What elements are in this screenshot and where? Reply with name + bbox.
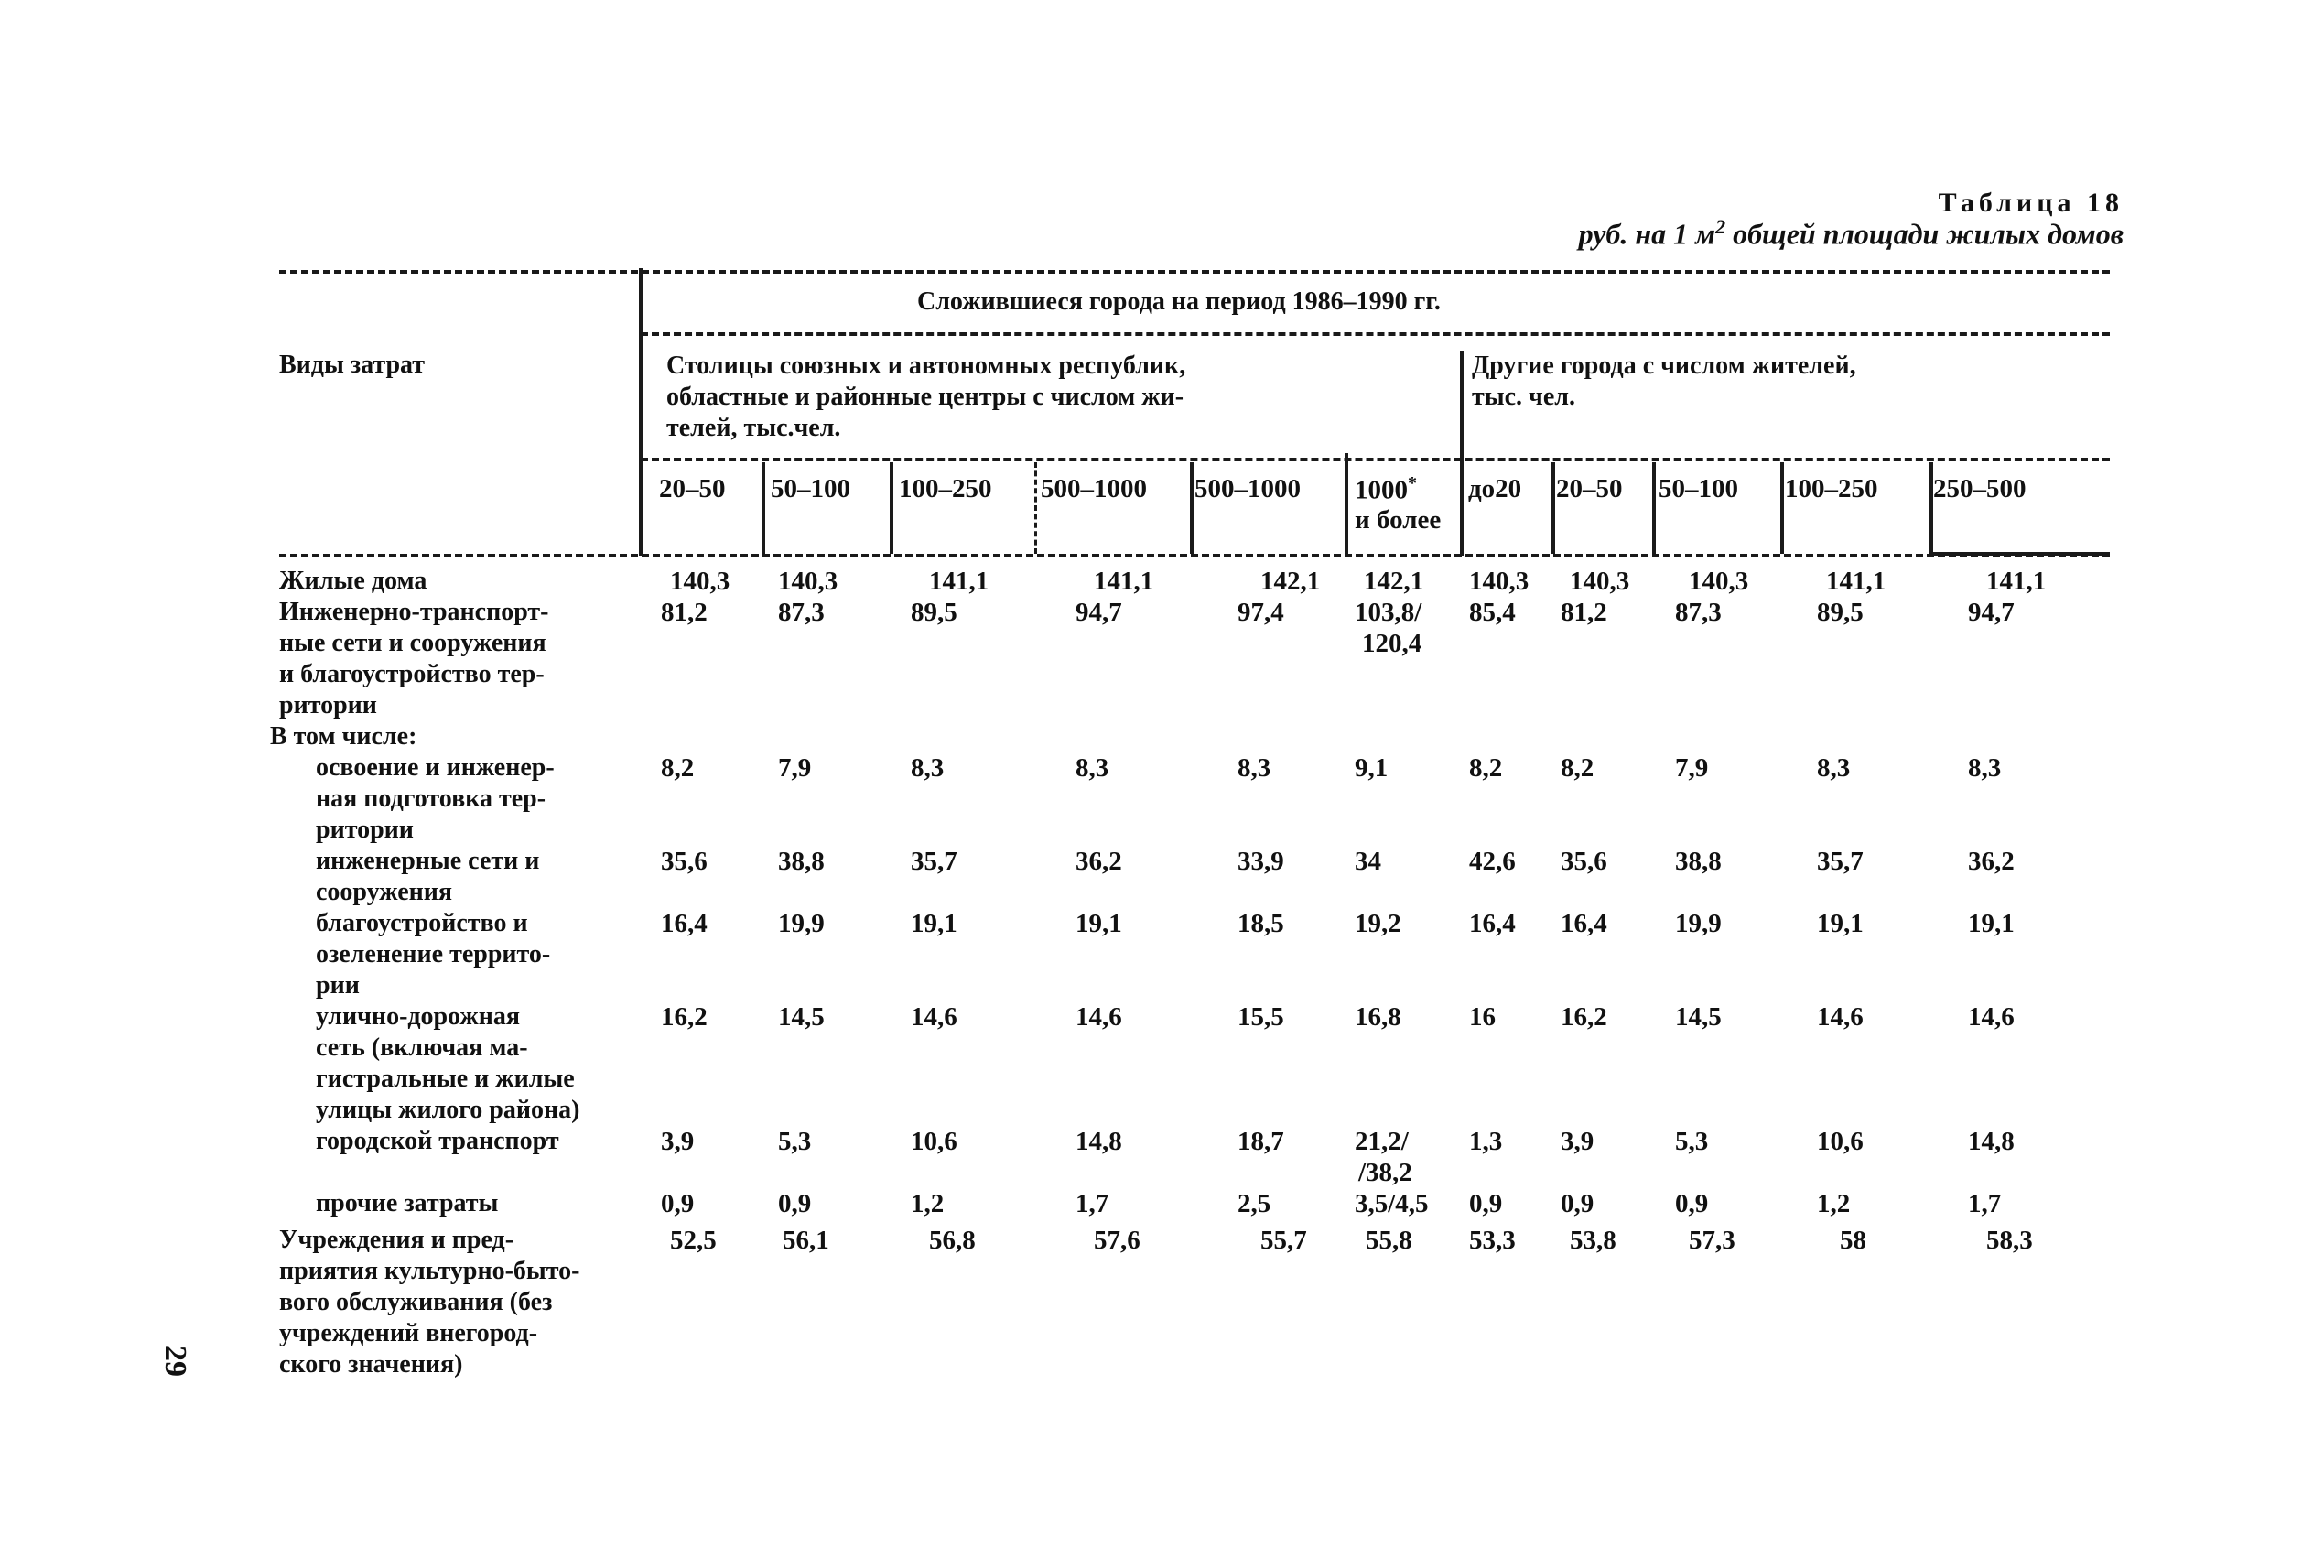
table-cell: 1,2 xyxy=(911,1189,945,1218)
kinds-header: Виды затрат xyxy=(279,351,426,379)
table-cell: 87,3 xyxy=(778,598,825,627)
table-cell: 14,5 xyxy=(1675,1002,1722,1032)
row-label: гистральные и жилые xyxy=(316,1065,575,1093)
table-cell: 140,3 xyxy=(670,567,730,596)
group1-line: телей, тыс.чел. xyxy=(666,414,841,442)
table-cell: 36,2 xyxy=(1968,847,2015,876)
table-cell: 58 xyxy=(1840,1226,1866,1255)
table-cell: 34 xyxy=(1355,847,1381,876)
row-label: и благоустройство тер- xyxy=(279,660,545,688)
row-label: сеть (включая ма- xyxy=(316,1033,528,1062)
units-caption xyxy=(1428,215,2124,252)
column-header: 20–50 xyxy=(659,474,726,503)
row-label: В том числе: xyxy=(270,722,417,751)
table-cell: 14,6 xyxy=(1076,1002,1122,1032)
column-header: 250–500 xyxy=(1933,474,2027,503)
table-cell: 58,3 xyxy=(1986,1226,2033,1255)
table-cell: 19,9 xyxy=(1675,909,1722,938)
group1-line: областные и районные центры с числом жи- xyxy=(666,383,1184,411)
groups-rule xyxy=(641,458,2110,461)
row-label: инженерные сети и xyxy=(316,847,540,875)
units-suffix: общей площади жилых домов xyxy=(1725,217,2124,251)
table-cell: 57,3 xyxy=(1689,1226,1735,1255)
table-cell: 16,4 xyxy=(1561,909,1607,938)
col-sep xyxy=(1190,462,1194,554)
table-cell: 38,8 xyxy=(1675,847,1722,876)
table-cell: 140,3 xyxy=(1570,567,1630,596)
table-cell: 140,3 xyxy=(778,567,838,596)
table-cell: 56,1 xyxy=(783,1226,829,1255)
table-cell: 21,2/ xyxy=(1355,1127,1409,1156)
table-cell-continuation: /38,2 xyxy=(1358,1158,1412,1187)
col-sep xyxy=(762,462,765,554)
row-label: улицы жилого района) xyxy=(316,1096,580,1124)
table-cell: 141,1 xyxy=(1094,567,1154,596)
row-label: ритории xyxy=(279,691,377,719)
table-cell: 0,9 xyxy=(1675,1189,1709,1218)
table-cell: 18,5 xyxy=(1238,909,1284,938)
row-label: улично-дорожная xyxy=(316,1002,521,1031)
table-cell: 35,6 xyxy=(1561,847,1607,876)
table-cell: 55,7 xyxy=(1260,1226,1307,1255)
table-cell: 35,7 xyxy=(1817,847,1864,876)
row-label: сооружения xyxy=(316,878,453,906)
table-cell: 16,4 xyxy=(1469,909,1516,938)
period-header: Сложившиеся города на период 1986–1990 гг. xyxy=(917,287,1441,316)
table-cell: 7,9 xyxy=(1675,753,1709,783)
row-label: приятия культурно-быто- xyxy=(279,1257,580,1285)
table-cell: 1,7 xyxy=(1076,1189,1109,1218)
table-cell: 14,6 xyxy=(1817,1002,1864,1032)
table-cell: 2,5 xyxy=(1238,1189,1271,1218)
table-cell: 42,6 xyxy=(1469,847,1516,876)
table-cell: 35,6 xyxy=(661,847,708,876)
header-bottom-rule xyxy=(279,554,2110,557)
table-cell: 53,3 xyxy=(1469,1226,1516,1255)
row-label: освоение и инженер- xyxy=(316,753,555,782)
column-header: 500–1000 xyxy=(1194,474,1301,503)
table-cell: 53,8 xyxy=(1570,1226,1616,1255)
table-cell: 103,8/ xyxy=(1355,598,1422,627)
column-header: до20 xyxy=(1468,474,1522,503)
table-cell: 89,5 xyxy=(1817,598,1864,627)
col-sep xyxy=(1780,462,1784,554)
groups-divider xyxy=(1460,351,1464,556)
column-header: 20–50 xyxy=(1556,474,1623,503)
table-title: Таблица 18 xyxy=(1938,188,2124,218)
row-label: учреждений внегород- xyxy=(279,1319,538,1347)
header-bottom-solid xyxy=(1931,552,2110,556)
column-header: 100–250 xyxy=(1785,474,1878,503)
table-cell: 97,4 xyxy=(1238,598,1284,627)
table-cell: 16 xyxy=(1469,1002,1496,1032)
table-cell: 16,8 xyxy=(1355,1002,1401,1032)
group2-line: Другие города с числом жителей, xyxy=(1472,351,1856,380)
table-cell: 94,7 xyxy=(1968,598,2015,627)
table-cell: 10,6 xyxy=(911,1127,957,1156)
table-cell: 35,7 xyxy=(911,847,957,876)
column-header: 50–100 xyxy=(1659,474,1738,503)
table-cell: 8,2 xyxy=(661,753,695,783)
period-rule xyxy=(641,332,2110,336)
table-cell: 94,7 xyxy=(1076,598,1122,627)
row-label: ского значения) xyxy=(279,1350,463,1379)
table-cell: 16,2 xyxy=(661,1002,708,1032)
row-label: благоустройство и xyxy=(316,909,528,937)
table-cell: 56,8 xyxy=(929,1226,976,1255)
group1-line: Столицы союзных и автономных республик, xyxy=(666,351,1186,380)
col6-star: * xyxy=(1408,473,1417,493)
column-header xyxy=(1355,469,1441,535)
table-cell: 3,9 xyxy=(1561,1127,1594,1156)
col-sep xyxy=(1551,462,1555,554)
table-cell: 9,1 xyxy=(1355,753,1389,783)
row-label: озеленение террито- xyxy=(316,940,551,968)
table-cell: 36,2 xyxy=(1076,847,1122,876)
row-label: рии xyxy=(316,971,360,1000)
table-cell: 7,9 xyxy=(778,753,812,783)
table-cell: 8,3 xyxy=(1817,753,1851,783)
table-cell: 19,2 xyxy=(1355,909,1401,938)
table-cell: 14,8 xyxy=(1968,1127,2015,1156)
table-cell: 8,2 xyxy=(1469,753,1503,783)
table-cell-continuation: 120,4 xyxy=(1362,629,1422,658)
column-header: 500–1000 xyxy=(1041,474,1147,503)
table-cell: 1,3 xyxy=(1469,1127,1503,1156)
table-cell: 18,7 xyxy=(1238,1127,1284,1156)
page-number: 29 xyxy=(158,1346,192,1377)
table-cell: 1,7 xyxy=(1968,1189,2002,1218)
table-cell: 89,5 xyxy=(911,598,957,627)
table-cell: 8,3 xyxy=(1076,753,1109,783)
column-header: 100–250 xyxy=(899,474,992,503)
table-cell: 8,3 xyxy=(1238,753,1271,783)
kinds-divider xyxy=(639,268,643,556)
col-sep xyxy=(1652,462,1656,554)
table-cell: 141,1 xyxy=(1826,567,1886,596)
row-label: ная подготовка тер- xyxy=(316,784,546,813)
units-prefix: руб. на 1 м xyxy=(1578,217,1716,251)
table-cell: 19,1 xyxy=(1968,909,2015,938)
row-label: городской транспорт xyxy=(316,1127,559,1155)
column-header: 50–100 xyxy=(771,474,850,503)
row-label: прочие затраты xyxy=(316,1189,499,1217)
table-cell: 5,3 xyxy=(778,1127,812,1156)
table-cell: 0,9 xyxy=(661,1189,695,1218)
table-cell: 14,6 xyxy=(911,1002,957,1032)
row-label: вого обслуживания (без xyxy=(279,1288,553,1316)
table-cell: 140,3 xyxy=(1469,567,1530,596)
table-cell: 10,6 xyxy=(1817,1127,1864,1156)
table-cell: 142,1 xyxy=(1260,567,1321,596)
group2-line: тыс. чел. xyxy=(1472,383,1575,411)
table-cell: 14,6 xyxy=(1968,1002,2015,1032)
table-cell: 8,2 xyxy=(1561,753,1594,783)
table-cell: 3,5/4,5 xyxy=(1355,1189,1429,1218)
table-cell: 142,1 xyxy=(1364,567,1424,596)
table-cell: 0,9 xyxy=(778,1189,812,1218)
table-cell: 57,6 xyxy=(1094,1226,1140,1255)
table-cell: 38,8 xyxy=(778,847,825,876)
table-cell: 87,3 xyxy=(1675,598,1722,627)
col6-more: и более xyxy=(1355,504,1442,535)
table-cell: 81,2 xyxy=(1561,598,1607,627)
table-top-rule xyxy=(279,270,2110,274)
row-label: Жилые дома xyxy=(279,567,427,595)
table-cell: 15,5 xyxy=(1238,1002,1284,1032)
table-cell: 33,9 xyxy=(1238,847,1284,876)
table-cell: 141,1 xyxy=(1986,567,2047,596)
row-label: ные сети и сооружения xyxy=(279,629,546,657)
table-cell: 55,8 xyxy=(1366,1226,1412,1255)
table-cell: 0,9 xyxy=(1561,1189,1594,1218)
table-cell: 0,9 xyxy=(1469,1189,1503,1218)
table-cell: 1,2 xyxy=(1817,1189,1851,1218)
table-cell: 14,5 xyxy=(778,1002,825,1032)
table-cell: 19,1 xyxy=(1076,909,1122,938)
table-cell: 140,3 xyxy=(1689,567,1749,596)
table-cell: 8,3 xyxy=(911,753,945,783)
row-label: Инженерно-транспорт- xyxy=(279,598,549,626)
table-cell: 19,9 xyxy=(778,909,825,938)
table-cell: 19,1 xyxy=(1817,909,1864,938)
units-superscript: 2 xyxy=(1715,215,1726,238)
col-sep xyxy=(1034,462,1037,554)
table-cell: 16,4 xyxy=(661,909,708,938)
table-cell: 141,1 xyxy=(929,567,989,596)
table-cell: 5,3 xyxy=(1675,1127,1709,1156)
row-label: ритории xyxy=(316,816,414,844)
col-sep xyxy=(890,462,893,554)
table-cell: 52,5 xyxy=(670,1226,717,1255)
table-cell: 85,4 xyxy=(1469,598,1516,627)
table-cell: 3,9 xyxy=(661,1127,695,1156)
table-cell: 14,8 xyxy=(1076,1127,1122,1156)
table-cell: 8,3 xyxy=(1968,753,2002,783)
col6-number: 1000 xyxy=(1355,475,1408,505)
col-sep xyxy=(1345,453,1348,554)
table-cell: 81,2 xyxy=(661,598,708,627)
row-label: Учреждения и пред- xyxy=(279,1226,514,1254)
table-cell: 16,2 xyxy=(1561,1002,1607,1032)
table-cell: 19,1 xyxy=(911,909,957,938)
